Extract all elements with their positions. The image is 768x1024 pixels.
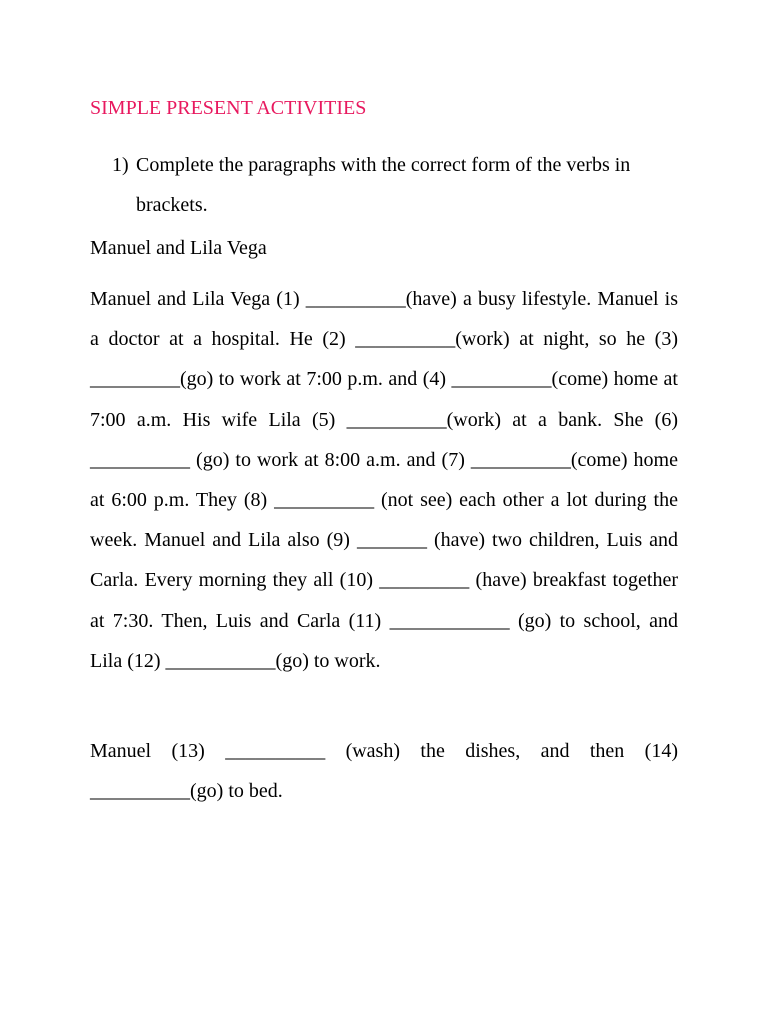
exercise-instruction-text: Complete the paragraphs with the correct form of the verbs in brackets.	[136, 154, 631, 216]
paragraph-2: Manuel (13) __________ (wash) the dishes, and then (14) __________(go) to bed.	[90, 740, 678, 803]
paragraph-1: Manuel and Lila Vega (1) __________(have) a busy lifestyle. Manuel is a doctor at a hospital. He (2) __________(work) at night, so he (3) _________(go) to work at 7:00 p.m. and (4) __________(come) home at 7:00 a.m. His wife Lila (5) __________(work) at a bank. She (6) __________ (go) to work at 8:00 a.m. and (7) __________(come) home at 6:00 p.m. They (8) __________ (not see) each other a lot during the week. Manuel and Lila also (9) _______ (have) two children, Luis and Carla. Every morning they all (10) _________ (have) breakfast together at 7:30. Then, Luis and Carla (11) ____________ (go) to school, and Lila (12) ___________(go) to work.	[90, 288, 678, 672]
section-heading: Manuel and Lila Vega	[90, 237, 267, 259]
exercise-number: 1)	[112, 154, 129, 176]
worksheet-title: SIMPLE PRESENT ACTIVITIES	[90, 97, 367, 119]
exercise-instruction	[112, 145, 678, 225]
